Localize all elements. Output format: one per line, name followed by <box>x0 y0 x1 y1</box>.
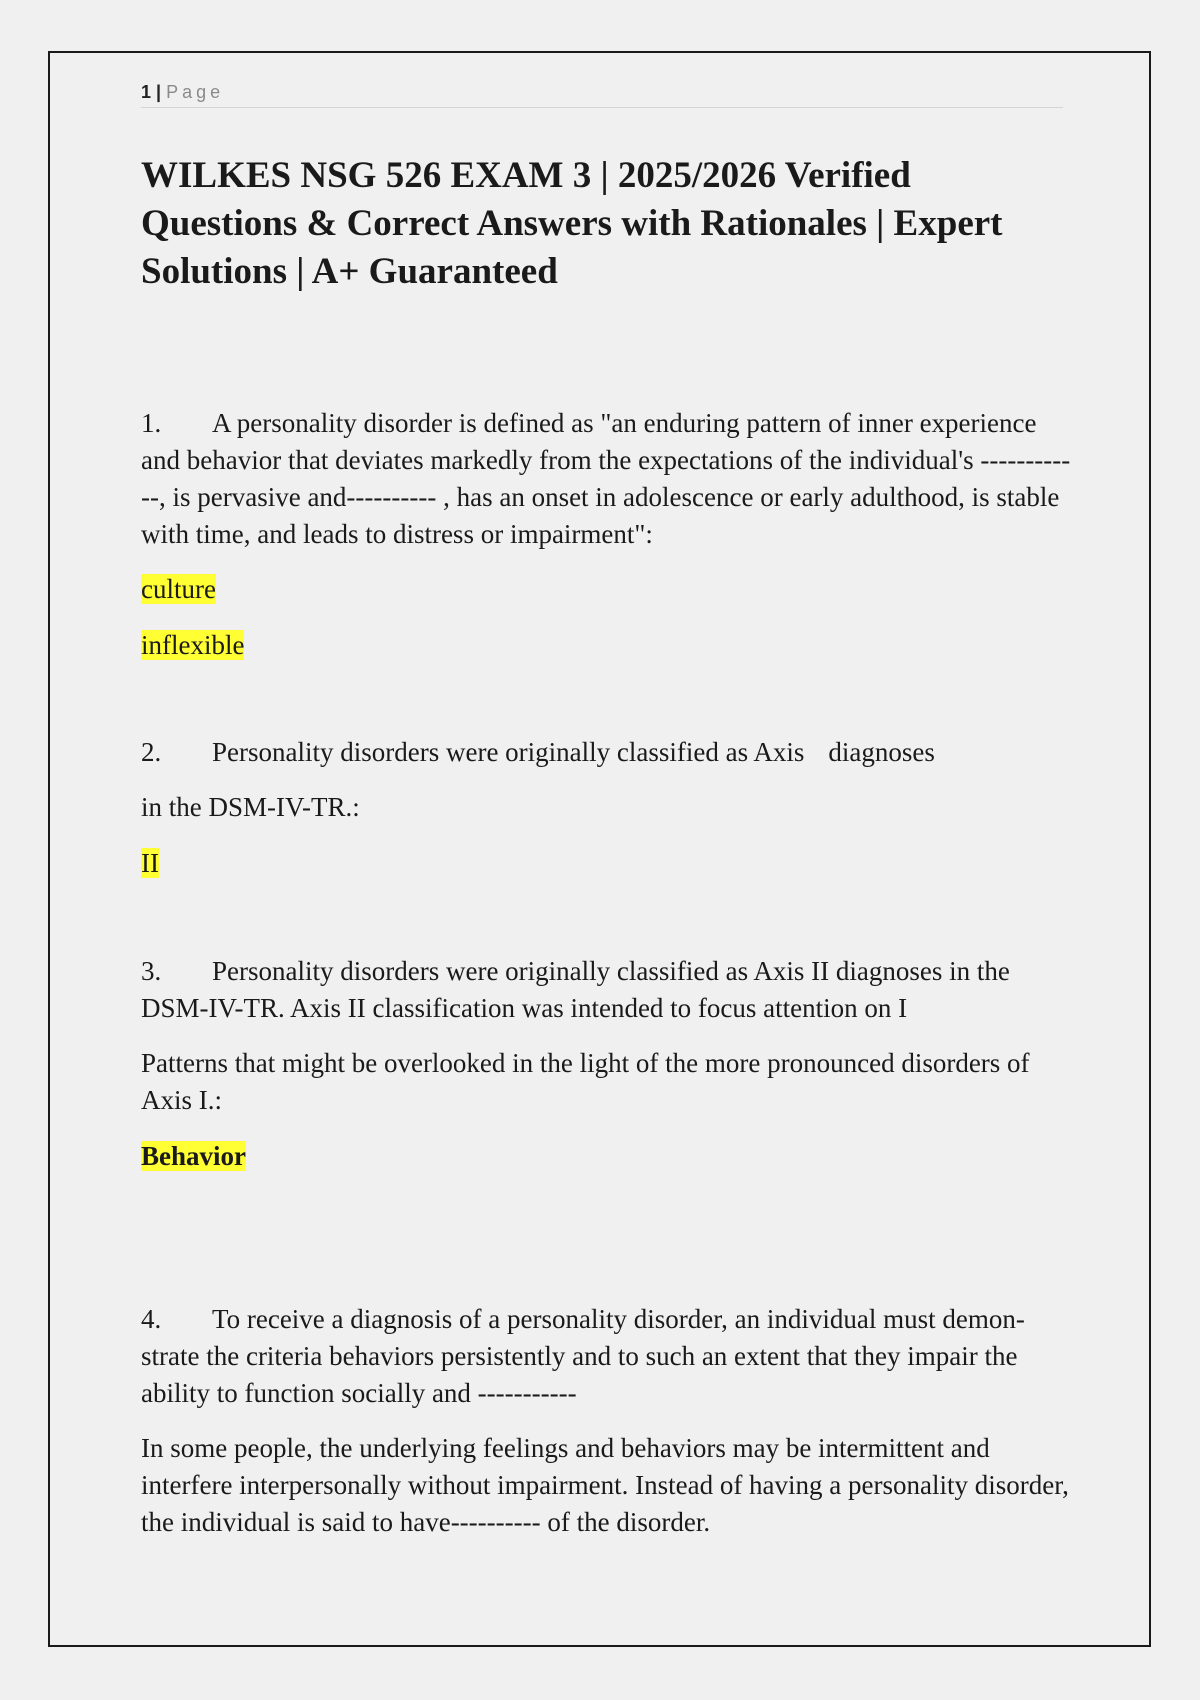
question-number: 3. <box>141 956 162 986</box>
document-title: WILKES NSG 526 EXAM 3 | 2025/2026 Verified Questions & Correct Answers with Rationales | Expert Solutions | A+ Guaranteed <box>141 155 1003 292</box>
question-text-continued: diagnoses <box>828 737 935 767</box>
question-text: Personality disorders were originally classified as Axis <box>212 737 805 767</box>
question-text: To receive a diagnosis of a personality disorder, an individual must demon- strate the criteria behaviors persistently and to such an extent that they impair the ability to function socially and ----------- <box>141 1304 1025 1408</box>
question-text: Personality disorders were originally classified as Axis II diagnoses in the DSM-IV-TR. Axis II classification was intended to focus attention on I <box>141 956 1010 1023</box>
answer-highlight: II <box>141 848 159 878</box>
question-1 <box>141 405 1071 553</box>
answer-highlight: Behavior <box>141 1141 246 1171</box>
question-number: 1. <box>141 408 162 438</box>
answer-2 <box>141 845 1071 882</box>
answer-1b <box>141 627 1071 664</box>
question-3-continuation: Patterns that might be overlooked in the light of the more pronounced disorders of Axis I.: <box>141 1048 1030 1115</box>
answer-highlight: inflexible <box>141 630 245 660</box>
question-4 <box>141 1301 1071 1412</box>
answer-highlight: culture <box>141 574 216 604</box>
question-number: 4. <box>141 1304 162 1334</box>
page-label: Page <box>166 82 225 102</box>
question-3 <box>141 953 1071 1027</box>
page-number: 1 <box>141 82 152 102</box>
question-text: A personality disorder is defined as "an enduring pattern of inner experience and behavior that deviates markedly from the expectations of the individual's ------------, is pervasive and---------- , has an onset in adolescence or early adulthood, is stable with time, and leads to distress or impairment": <box>141 408 1071 549</box>
question-2-continuation: in the DSM-IV-TR.: <box>141 792 360 822</box>
answer-1a <box>141 571 1071 608</box>
question-number: 2. <box>141 737 162 767</box>
page-separator: | <box>156 82 162 102</box>
answer-3 <box>141 1138 1071 1175</box>
page-header <box>141 79 1063 108</box>
question-2 <box>141 734 1071 771</box>
question-4-continuation: In some people, the underlying feelings and behaviors may be intermittent and interfere interpersonally without impairment. Instead of having a personality disorder, the individual is said to have---------- of the disorder. <box>141 1433 1069 1537</box>
